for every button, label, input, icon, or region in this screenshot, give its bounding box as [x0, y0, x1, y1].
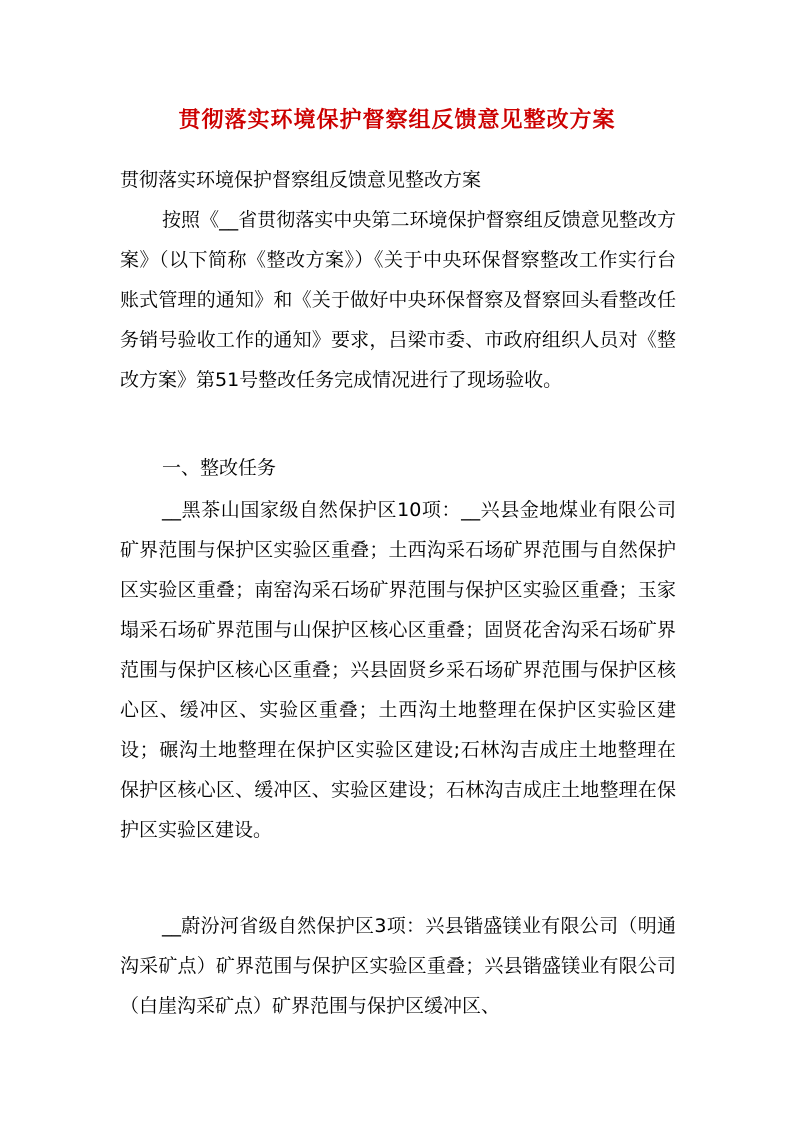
intro-paragraph: 按照《__省贯彻落实中央第二环境保护督察组反馈意见整改方案》（以下简称《整改方案》）《关于中央环保督察整改工作实行台账式管理的通知》和《关于做好中央环保督察及督察回头看整改任务销号验收工作的通知》要求，吕梁市委、市政府组织人员对《整改方案》第51号整改任务完成情况进行了现场验收。 — [120, 209, 676, 391]
heichashan-reserve-paragraph: __黑茶山国家级自然保护区10项：__兴县金地煤业有限公司矿界范围与保护区实验区重叠；土西沟采石场矿界范围与自然保护区实验区重叠；南窑沟采石场矿界范围与保护区实验区重叠；玉家塌采石场矿界范围与山保护区核心区重叠；固贤花舍沟采石场矿界范围与保护区核心区重叠；兴县固贤乡采石场矿界范围与保护区核心区、缓冲区、实验区重叠；土西沟土地整理在保护区实验区建设；碾沟土地整理在保护区实验区建设;石林沟吉成庄土地整理在保护区核心区、缓冲区、实验区建设；石林沟吉成庄土地整理在保护区实验区建设。 — [120, 499, 676, 841]
document-title: 贯彻落实环境保护督察组反馈意见整改方案 — [178, 107, 616, 133]
weifenhe-reserve-paragraph: __蔚汾河省级自然保护区3项：兴县锴盛镁业有限公司（明通沟采矿点）矿界范围与保护区实验区重叠；兴县锴盛镁业有限公司（白崖沟采矿点）矿界范围与保护区缓冲区、 — [120, 915, 676, 1017]
section-heading-rectification-tasks: 一、整改任务 — [162, 457, 277, 479]
document-subtitle: 贯彻落实环境保护督察组反馈意见整改方案 — [120, 169, 482, 191]
